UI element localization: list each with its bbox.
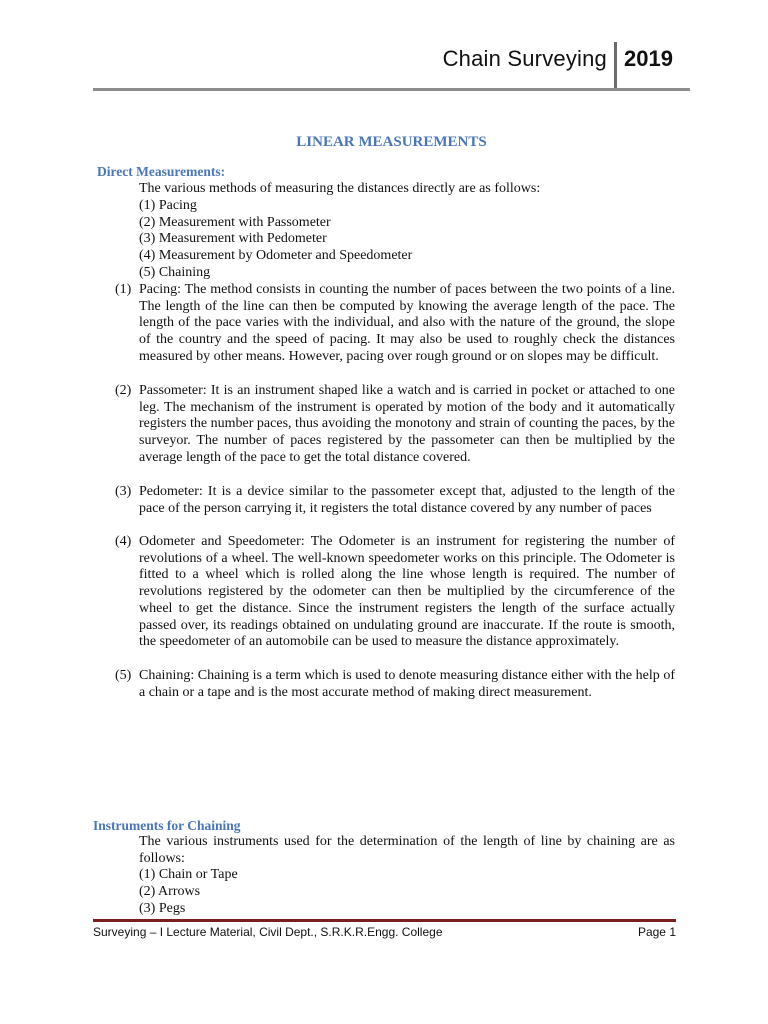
paragraph-number: (5) (115, 668, 132, 683)
paragraph-number: (4) (115, 534, 132, 549)
numbered-paragraph-pacing (115, 282, 675, 366)
header-rule (93, 88, 690, 91)
paragraph-text: Chaining: Chaining is a term which is used to denote measuring distance either with the help of a chain or a tape and is the most accurate method of making direct measurement. (139, 668, 675, 700)
method-list-item: (5) Chaining (139, 265, 211, 280)
direct-intro: The various methods of measuring the distances directly are as follows: (139, 181, 541, 196)
paragraph-text: Odometer and Speedometer: The Odometer is an instrument for registering the number of revolutions of a wheel. The well-known speedometer works on this principle. The Odometer is fitted to a wheel which is rolled along the line whose length is required. The number of revolutions registered by the odometer can then be multiplied by the circumference of the wheel to get the distance. Since the instrument registers the length of the surface actually passed over, its readings obtained on undulating ground are inaccurate. If the route is smooth, the speedometer of an automobile can be used to measure the distance approximately. (139, 534, 675, 650)
paragraph-text: Passometer: It is an instrument shaped like a watch and is carried in pocket or attached to one leg. The mechanism of the instrument is operated by motion of the body and it automatically registers the number paces, thus avoiding the monotony and strain of counting the paces, by the surveyor. The number of paces registered by the passometer can then be multiplied by the average length of the pace to get the total distance covered. (139, 383, 675, 465)
section-heading-instruments: Instruments for Chaining (93, 818, 241, 833)
method-list-item: (1) Pacing (139, 198, 197, 213)
paragraph-number: (1) (115, 282, 132, 297)
numbered-paragraph-pedometer (115, 484, 675, 517)
numbered-paragraph-passometer (115, 383, 675, 467)
footer-text: Surveying – I Lecture Material, Civil Dept., S.R.K.R.Engg. College (93, 925, 443, 939)
footer-rule (93, 919, 676, 922)
numbered-paragraph-odometer (115, 534, 675, 651)
document-title: LINEAR MEASUREMENTS (296, 134, 487, 150)
instrument-list-item: (3) Pegs (139, 901, 186, 916)
paragraph-text: Pacing: The method consists in counting the number of paces between the two points of a line. The length of the line can then be computed by knowing the average length of the pace. The length of the pace varies with the individual, and also with the nature of the ground, the slope of the country and the speed of pacing. It may also be used to roughly check the distances measured by other means. However, pacing over rough ground or on slopes may be difficult. (139, 282, 675, 364)
instruments-intro: The various instruments used for the determination of the length of line by chaining are as follows: (139, 834, 675, 866)
method-list-item: (4) Measurement by Odometer and Speedometer (139, 248, 413, 263)
method-list-item: (2) Measurement with Passometer (139, 215, 331, 230)
paragraph-number: (2) (115, 383, 132, 398)
instrument-list-item: (2) Arrows (139, 884, 201, 899)
instrument-list-item: (1) Chain or Tape (139, 867, 238, 882)
page-number: Page 1 (637, 925, 676, 939)
header-year: 2019 (624, 46, 673, 71)
paragraph-number: (3) (115, 484, 132, 499)
numbered-paragraph-chaining (115, 668, 675, 701)
section-heading-direct: Direct Measurements: (97, 164, 226, 179)
header-divider (614, 42, 617, 90)
paragraph-text: Pedometer: It is a device similar to the passometer except that, adjusted to the length of the pace of the person carrying it, it registers the total distance covered by any number of paces (139, 484, 675, 516)
method-list-item: (3) Measurement with Pedometer (139, 231, 327, 246)
header-title: Chain Surveying (442, 46, 607, 71)
